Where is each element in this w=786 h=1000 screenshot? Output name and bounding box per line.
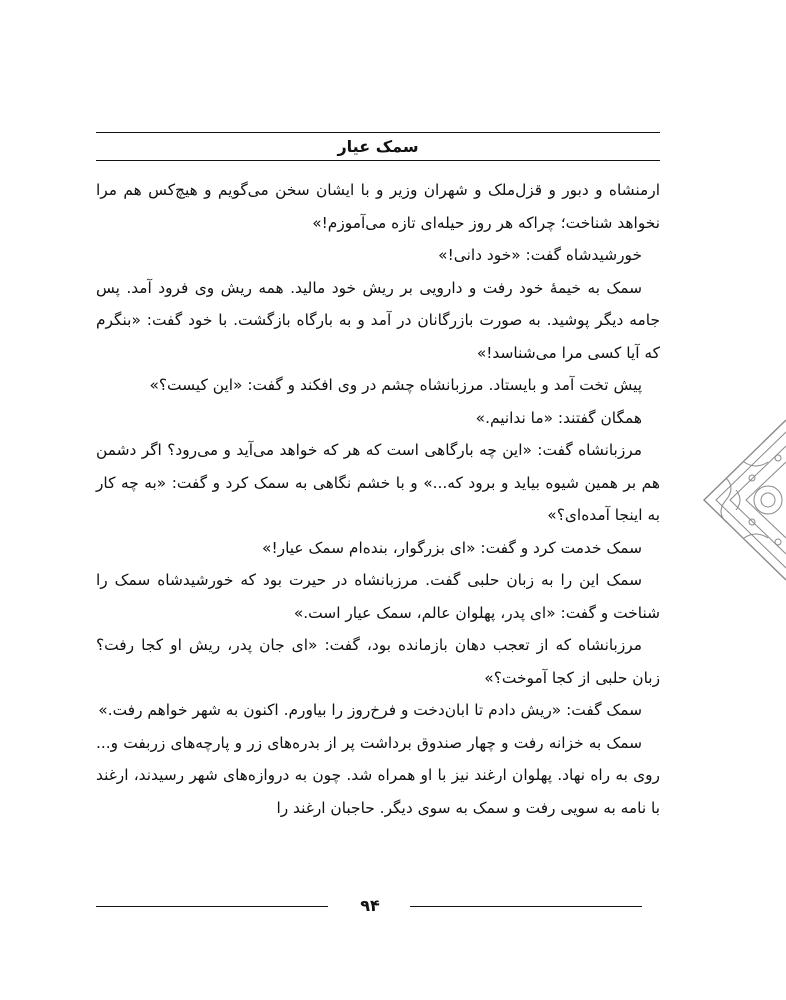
page-body [96, 174, 660, 824]
header-top-rule [96, 132, 660, 133]
paragraph: سمک خدمت کرد و گفت: «ای بزرگوار، بنده‌ام سمک عیار!» [262, 538, 642, 557]
page-number: ۹۴ [360, 896, 380, 915]
footer-left-rule [96, 906, 328, 907]
header-bottom-rule [96, 160, 660, 161]
margin-ornament-icon [686, 418, 786, 582]
paragraph: مرزبانشاه که از تعجب دهان بازمانده بود، گفت: «ای جان پدر، ریش او کجا رفت؟ زبان حلبی از کجا آموخت؟» [96, 636, 660, 687]
paragraph: مرزبانشاه گفت: «این چه بارگاهی است که هر که خواهد می‌آید و می‌رود؟ اگر دشمن هم بر همین شیوه بیاید و برود که...» و با خشم نگاهی به سمک کرد و گفت: «به چه کار به اینجا آمده‌ای؟» [96, 441, 660, 524]
paragraph: سمک به خزانه رفت و چهار صندوق برداشت پر از بدره‌های زر و پارچه‌های زربفت و... روی به راه نهاد. پهلوان ارغند نیز با او همراه شد. چون به دروازه‌های شهر رسیدند، ارغند با نامه به سویی رفت و سمک به سوی دیگر. حاجبان ارغند را [96, 733, 660, 817]
paragraph: سمک به خیمهٔ خود رفت و دارویی بر ریش خود مالید. همه ریش وی فرود آمد. پس جامه دیگر پوشید. به صورت بازرگانان در آمد و به بارگاه بازگشت. با خود گفت: «بنگرم که آیا کسی مرا می‌شناسد!» [96, 278, 660, 362]
paragraph: همگان گفتند: «ما ندانیم.» [475, 408, 642, 427]
footer-right-rule [410, 906, 642, 907]
paragraph: ارمنشاه و دبور و قزل‌ملک و شهران وزیر و با ایشان سخن می‌گویم و هیچ‌کس هم مرا نخواهد شناخت؛ چراکه هر روز حیله‌ای تازه می‌آموزم!» [96, 181, 660, 232]
paragraph: پیش تخت آمد و بایستاد. مرزبانشاه چشم در وی افکند و گفت: «این کیست؟» [149, 376, 642, 394]
paragraph: خورشیدشاه گفت: «خود دانی!» [438, 246, 642, 264]
paragraph: سمک این را به زبان حلبی گفت. مرزبانشاه در حیرت بود که خورشیدشاه سمک را شناخت و گفت: «ای پدر، پهلوان عالم، سمک عیار است.» [96, 571, 660, 622]
paragraph: سمک گفت: «ریش دادم تا ابان‌دخت و فرخ‌روز را بیاورم. اکنون به شهر خواهم رفت.» [98, 701, 642, 719]
running-head-title: سمک عیار [337, 137, 419, 156]
